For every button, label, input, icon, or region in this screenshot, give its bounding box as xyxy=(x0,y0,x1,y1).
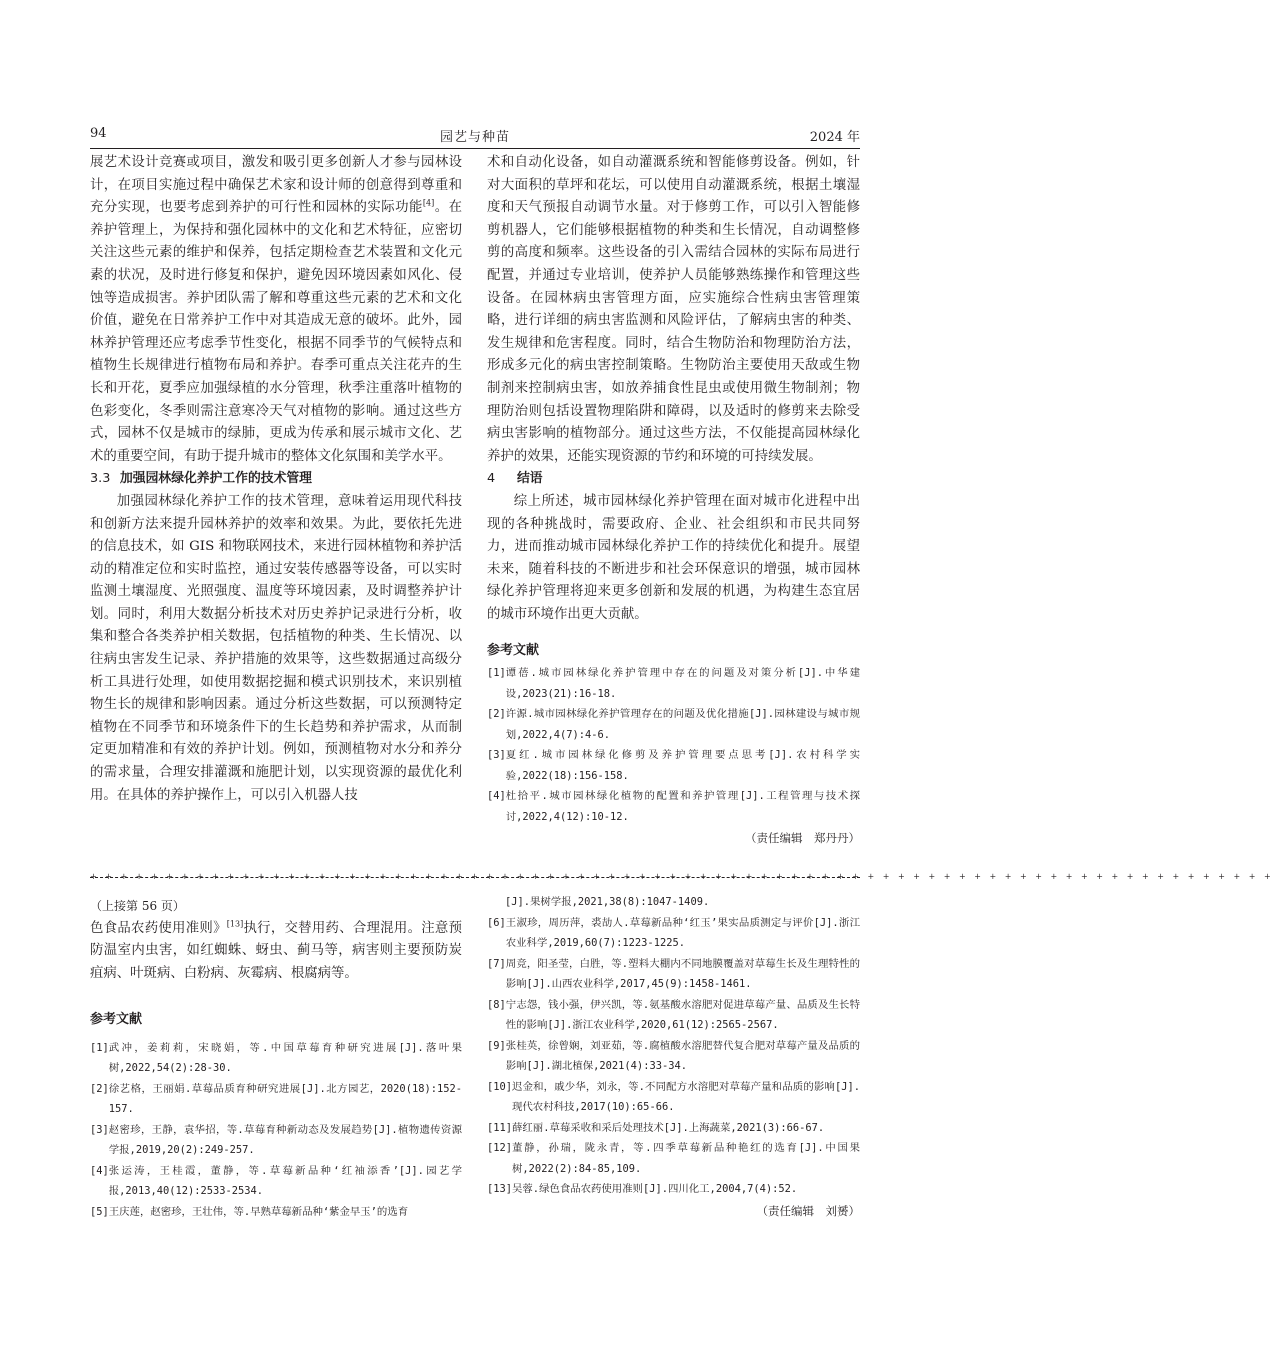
reference-item xyxy=(90,1161,462,1202)
reference-text: 王淑珍，周历萍，裘劼人.草莓新品种‘红玉’果实品质测定与评价[J].浙江农业科学,2019,60(7):1223-1225. xyxy=(505,916,860,949)
reference-number: [5] xyxy=(90,1205,109,1218)
section-title: 加强园林绿化养护工作的技术管理 xyxy=(120,471,312,487)
lower-right-column xyxy=(487,892,860,1222)
left-column xyxy=(90,152,462,807)
reference-number: [1] xyxy=(90,1041,109,1054)
paragraph: 综上所述，城市园林绿化养护管理在面对城市化进程中出现的各种挑战时，需要政府、企业、社会组织和市民共同努力，进而推动城市园林绿化养护工作的持续优化和提升。展望未来，随着科技的不断进步和社会环保意识的增强，城市园林绿化养护管理将迎来更多创新和发展的机遇，为构建生态宜居的城市环境作出更大贡献。 xyxy=(487,493,860,622)
paragraph-text: 色食品农药使用准则》 xyxy=(90,920,227,936)
reference-number: [1] xyxy=(487,667,506,680)
reference-number: [13] xyxy=(487,1183,513,1195)
section-title: 结语 xyxy=(517,471,543,487)
reference-number: [8] xyxy=(487,998,506,1011)
reference-item xyxy=(487,1138,860,1179)
reference-item xyxy=(487,663,860,704)
paragraph xyxy=(90,152,462,468)
journal-year: 2024 年 xyxy=(809,130,860,145)
paragraph: 加强园林绿化养护工作的技术管理，意味着运用现代科技和创新方法来提升园林养护的效率和效果。为此，要依托先进的信息技术，如 GIS 和物联网技术，来进行园林植物和养护活动的精准定位和实时监控，通过安装传感器等设备，可以实时监测土壤湿度、光照强度、温度等环境因素，及时调整养护计划。同时，利用大数据分析技术对历史养护记录进行分析，收集和整合各类养护相关数据，包括植物的种类、生长情况、以往病虫害发生记录、养护措施的效果等，这些数据通过高级分析工具进行处理，如使用数据挖掘和模式识别技术，来识别植物生长的规律和影响因素。通过分析这些数据，可以预测特定植物在不同季节和环境条件下的生长趋势和养护需求，从而制定更加精准和有效的养护计划。例如，预测植物对水分和养分的需求量，合理安排灌溉和施肥计划，以实现资源的最优化利用。在具体的养护操作上，可以引入机器人技 xyxy=(90,493,462,803)
reference-text: 谭蓓.城市园林绿化养护管理中存在的问题及对策分析[J].中华建设,2023(21):16-18. xyxy=(505,667,860,700)
reference-item xyxy=(90,1202,462,1223)
reference-item xyxy=(487,786,860,827)
reference-text: 周竞，阳圣莹，白胜，等.塑料大棚内不同地膜覆盖对草莓生长及生理特性的影响[J].山西农业科学,2017,45(9):1458-1461. xyxy=(505,957,860,990)
reference-number: [9] xyxy=(487,1039,506,1052)
reference-text: 董静，孙瑞，陇永青，等.四季草莓新品种艳红的选育[J].中国果树,2022(2):84-85,109. xyxy=(512,1142,860,1175)
reference-text: 薛红丽.草莓采收和采后处理技术[J].上海蔬菜,2021(3):66-67. xyxy=(512,1121,825,1134)
reference-text: 徐艺格，王丽娟.草莓品质育种研究进展[J].北方园艺，2020(18):152-157. xyxy=(108,1082,462,1116)
paragraph-text: 。在养护管理上，为保持和强化园林中的文化和艺术特征，应密切关注这些元素的维护和保养，包括定期检查艺术装置和文化元素的状况，及时进行修复和保护，避免因环境因素如风化、侵蚀等造成损害。养护团队需了解和尊重这些元素的艺术和文化价值，避免在日常养护工作中对其造成无意的破坏。此外，园林养护管理还应考虑季节性变化，根据不同季节的气候特点和植物生长规律进行植物布局和养护。春季可重点关注花卉的生长和开花，夏季应加强绿植的水分管理，秋季注重落叶植物的色彩变化，冬季则需注意寒冷天气对植物的影响。通过这些方式，园林不仅是城市的绿肺，更成为传承和展示城市文化、艺术的重要空间，有助于提升城市的整体文化氛围和美学水平。 xyxy=(90,200,463,464)
reference-text: 迟金和，戚少华，刘永，等.不同配方水溶肥对草莓产量和品质的影响[J].现代农村科技,2017(10):65-66. xyxy=(512,1080,860,1113)
section-number: 3.3 xyxy=(90,471,111,487)
section-heading-3-3 xyxy=(90,468,462,491)
reference-item xyxy=(487,913,860,954)
reference-text: 宁志怨，钱小强，伊兴凯，等.氨基酸水溶肥对促进草莓产量、品质及生长特性的影响[J].浙江农业科学,2020,61(12):2565-2567. xyxy=(505,998,860,1031)
page-number: 94 xyxy=(90,126,107,141)
reference-list xyxy=(90,1038,462,1223)
reference-number: [7] xyxy=(487,957,506,970)
reference-number: [3] xyxy=(487,749,506,762)
reference-item xyxy=(487,1118,860,1139)
reference-number: [10] xyxy=(487,1080,513,1093)
reference-text: 夏红.城市园林绿化修剪及养护管理要点思考[J].农村科学实验,2022(18):156-158. xyxy=(505,749,860,782)
reference-number: [2] xyxy=(487,708,506,721)
reference-text: 张运涛，王桂霞，董静，等.草莓新品种‘红袖添香’[J].园艺学报,2013,40(12):2533-2534. xyxy=(108,1164,462,1198)
reference-item xyxy=(487,1179,860,1200)
reference-number: [12] xyxy=(487,1142,513,1154)
paragraph-text: 展艺术设计竞赛或项目，激发和吸引更多创新人才参与园林设计，在项目实施过程中确保艺术家和设计师的创意得到尊重和充分实现，也要考虑到养护的可行性和园林的实际功能 xyxy=(90,155,462,216)
running-header xyxy=(90,126,860,149)
reference-number: [2] xyxy=(90,1082,109,1095)
paragraph xyxy=(90,918,462,986)
reference-text: 武冲，姜莉莉，宋晓娟，等.中国草莓育种研究进展[J].落叶果树,2022,54(2):28-30. xyxy=(108,1041,462,1075)
reference-number xyxy=(487,892,505,913)
reference-number: [6] xyxy=(487,916,506,929)
reference-item xyxy=(487,745,860,786)
citation-mark: [13] xyxy=(226,919,244,929)
reference-item xyxy=(487,1036,860,1077)
editor-note: （责任编辑 刘赟） xyxy=(756,1203,860,1218)
paragraph: 术和自动化设备，如自动灌溉系统和智能修剪设备。例如，针对大面积的草坪和花坛，可以使用自动灌溉系统，根据土壤湿度和天气预报自动调节水量。对于修剪工作，可以引入智能修剪机器人，它们能够根据植物的种类和生长情况，自动调整修剪的高度和频率。这些设备的引入需结合园林的实际布局进行配置，并通过专业培训，使养护人员能够熟练操作和管理这些设备。在园林病虫害管理方面，应实施综合性病虫害管理策略，进行详细的病虫害监测和风险评估，了解病虫害的种类、发生规律和危害程度。同时，结合生物防治和物理防治方法，形成多元化的病虫害控制策略。生物防治主要使用天敌或生物制剂来控制病虫害，如放养捕食性昆虫或使用微生物制剂；物理防治则包括设置物理陷阱和障碍，以及适时的修剪来去除受病虫害影响的植物部分。通过这些方法，不仅能提高园林绿化养护的效果，还能实现资源的节约和环境的可持续发展。 xyxy=(487,155,860,464)
journal-name: 园艺与种苗 xyxy=(439,130,510,145)
reference-item xyxy=(487,995,860,1036)
section-heading-4 xyxy=(487,468,860,491)
reference-item xyxy=(90,1038,462,1079)
reference-item xyxy=(487,1077,860,1118)
reference-item xyxy=(90,1120,462,1161)
continuation-note: （上接第 56 页） xyxy=(90,899,185,913)
references-title: 参考文献 xyxy=(90,1012,143,1028)
right-column xyxy=(487,152,860,850)
references-title: 参考文献 xyxy=(487,643,540,659)
reference-list xyxy=(487,663,860,827)
reference-number: [4] xyxy=(487,790,506,803)
reference-item xyxy=(487,704,860,745)
reference-text: 吴蓉.绿色食品农药使用准则[J].四川化工,2004,7(4):52. xyxy=(512,1183,798,1195)
editor-note: （责任编辑 郑丹丹） xyxy=(745,831,860,846)
reference-number: [11] xyxy=(487,1121,513,1134)
reference-text: 赵密珍，王静，袁华招，等.草莓育种新动态及发展趋势[J].植物遗传资源学报,2019,20(2):249-257. xyxy=(108,1123,462,1157)
reference-text: 许源.城市园林绿化养护管理存在的问题及优化措施[J].园林建设与城市规划,2022,4(7):4-6. xyxy=(505,708,860,741)
reference-number: [3] xyxy=(90,1123,109,1136)
reference-text: 张桂英，徐曾娴，刘亚茹，等.腐植酸水溶肥替代复合肥对草莓产量及品质的影响[J].湖北植保,2021(4):33-34. xyxy=(505,1039,860,1072)
reference-text: 杜拾平.城市园林绿化植物的配置和养护管理[J].工程管理与技术探讨,2022,4(12):10-12. xyxy=(505,790,860,823)
section-separator xyxy=(90,872,1274,881)
reference-item xyxy=(90,1079,462,1120)
reference-item xyxy=(487,954,860,995)
reference-number: [4] xyxy=(90,1164,109,1177)
section-number: 4 xyxy=(487,471,496,487)
reference-text: 王庆莲，赵密珍，王壮伟，等.早熟草莓新品种‘紫金早玉’的选育 xyxy=(108,1205,409,1218)
separator-dots: + + + + + + + + + + + + + + + + + + + + + + + + + + + + + + + + + + + + + + + + + + + + + + + + + + + + + + + + + + + + + + + + + + + + + + + + + + + + + + xyxy=(90,872,1274,881)
lower-left-column xyxy=(90,895,462,1222)
reference-list xyxy=(487,892,860,1200)
reference-text: [J].果树学报,2021,38(8):1047-1409. xyxy=(505,896,710,908)
paragraph-text: 执行，交替用药、合理混用。注意预防温室内虫害，如红蜘蛛、蚜虫、蓟马等，病害则主要预防炭疽病、叶斑病、白粉病、灰霉病、根腐病等。 xyxy=(90,920,463,981)
reference-item xyxy=(487,892,860,913)
citation-mark: [4] xyxy=(422,198,435,208)
